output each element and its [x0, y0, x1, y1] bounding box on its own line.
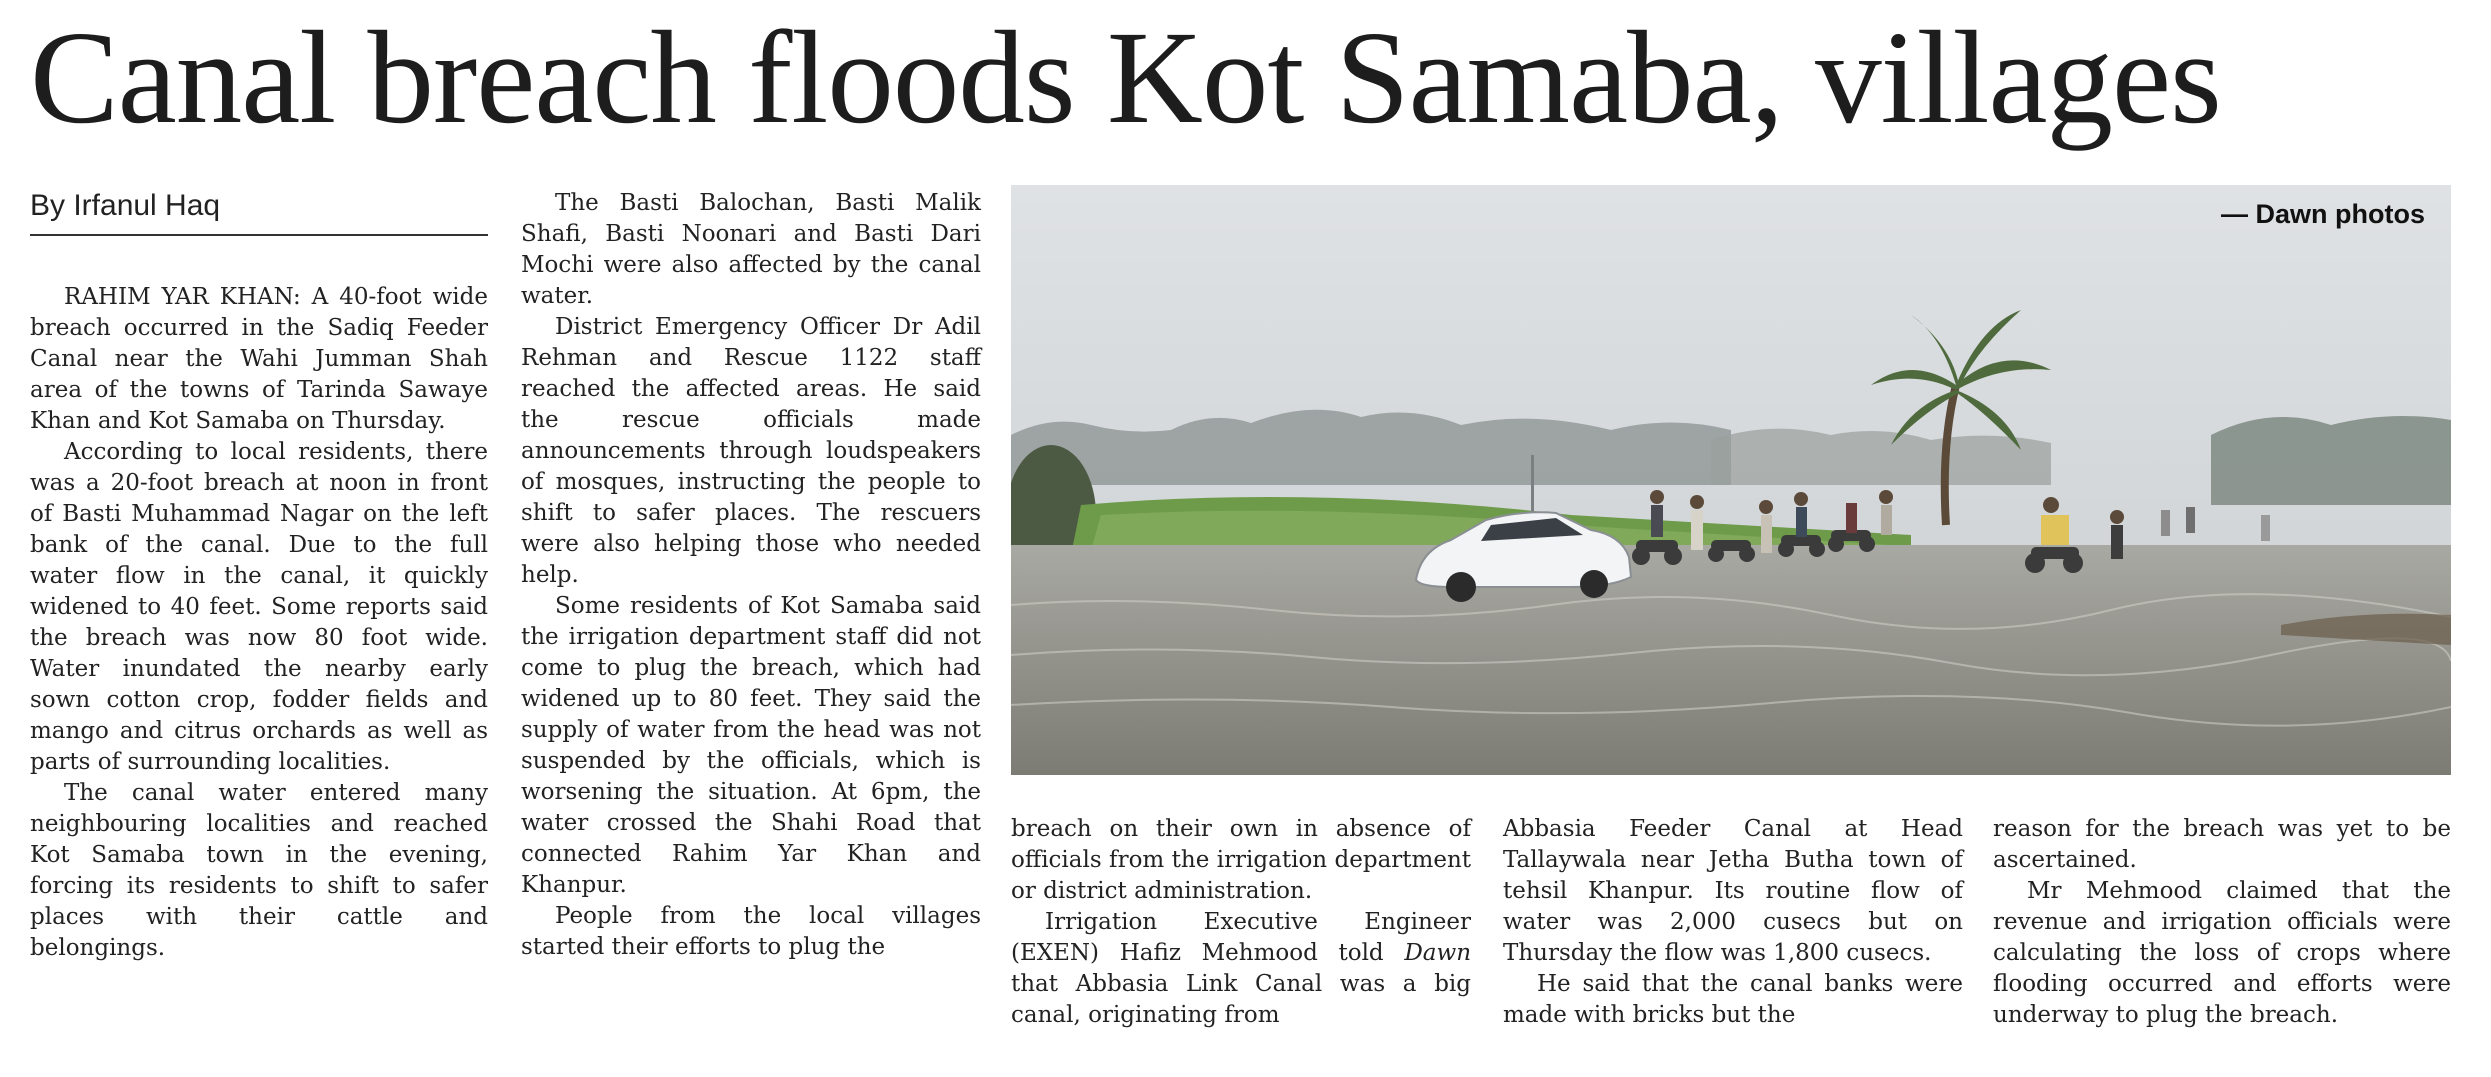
paragraph: Some residents of Kot Samaba said the irrigation department staff did not come to plug the breach, which had widened up to 80 feet. They said the supply of water from the head was not suspended by the officials, which is worsening the situation. At 6pm, the water crossed the Shahi Road that connected Rahim Yar Khan and Khanpur.: [521, 593, 981, 898]
publication-name: Dawn: [1404, 940, 1472, 966]
paragraph: The Basti Balochan, Basti Malik Shafi, Basti Noonari and Basti Dari Mochi were also affected by the canal water.: [521, 190, 981, 309]
paragraph: According to local residents, there was a 20-foot breach at noon in front of Basti Muhammad Nagar on the left bank of the canal. Due to the full water flow in the canal, it quickly widened to 40 feet. Some reports said the breach was now 80 foot wide. Water inundated the nearby early sown cotton crop, fodder fields and mango and citrus orchards as well as parts of surrounding localities.: [30, 439, 488, 775]
article-column-3: [1011, 814, 1471, 1072]
text-span: Irrigation Executive Engineer (EXEN) Hafiz Mehmood told: [1011, 909, 1471, 966]
news-photo: [1011, 185, 2451, 775]
paragraph: [1011, 907, 1471, 1031]
paragraph: Abbasia Feeder Canal at Head Tallaywala near Jetha Butha town of tehsil Khanpur. Its routine flow of water was 2,000 cusecs but on Thursday the flow was 1,800 cusecs.: [1503, 816, 1963, 966]
photo-illustration: [1011, 185, 2451, 775]
article-column-4: [1503, 814, 1963, 1072]
photo-credit: — Dawn photos: [2221, 199, 2425, 229]
paragraph: reason for the breach was yet to be ascertained.: [1993, 816, 2451, 873]
paragraph: Mr Mehmood claimed that the revenue and irrigation officials were calculating the loss of crops where flooding occurred and efforts were underway to plug the breach.: [1993, 878, 2451, 1028]
text-span: that Abbasia Link Canal was a big canal, originating from: [1011, 971, 1471, 1028]
headline: Canal breach floods Kot Samaba, villages: [30, 3, 2221, 151]
paragraph: District Emergency Officer Dr Adil Rehman and Rescue 1122 staff reached the affected areas. He said the rescue officials made announcements through loudspeakers of mosques, instructing the people to shift to safer places. The rescuers were also helping those who needed help.: [521, 314, 981, 588]
paragraph: He said that the canal banks were made with bricks but the: [1503, 971, 1963, 1028]
article-column-5: [1993, 814, 2451, 1072]
paragraph: The canal water entered many neighbouring localities and reached Kot Samaba town in the evening, forcing its residents to shift to safer places with their cattle and belongings.: [30, 780, 488, 961]
paragraph: People from the local villages started their efforts to plug the: [521, 903, 981, 960]
byline: By Irfanul Haq: [30, 186, 488, 236]
paragraph: RAHIM YAR KHAN: A 40-foot wide breach occurred in the Sadiq Feeder Canal near the Wahi Jumman Shah area of the towns of Tarinda Sawaye Khan and Kot Samaba on Thursday.: [30, 284, 488, 434]
paragraph: breach on their own in absence of officials from the irrigation department or district administration.: [1011, 816, 1471, 904]
article-column-1: [30, 282, 488, 1072]
article-column-2: [521, 188, 981, 1072]
